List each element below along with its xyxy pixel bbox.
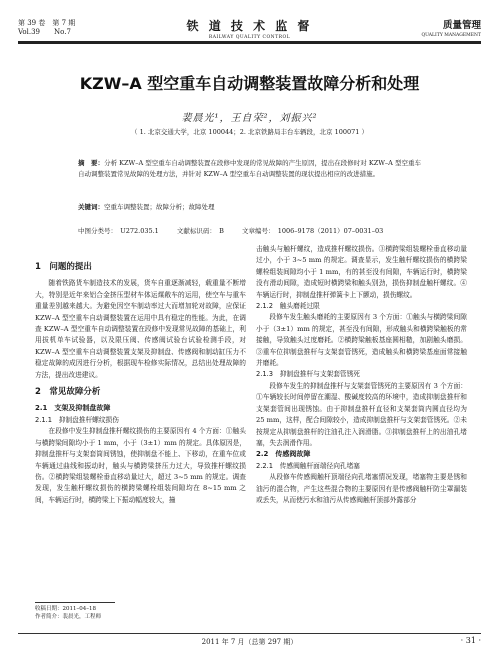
document-code: 文献标识码： B: [176, 227, 224, 235]
right-column: [256, 244, 467, 506]
section-name: [421, 17, 481, 38]
keywords: [78, 202, 421, 213]
footnote: [35, 605, 246, 621]
abstract-text: 分析 KZW–A 型空重车自动调整装置在段修中发现的常见故障的产生原因，提出在段修时对 KZW–A 型空重车自动调整装置常见故障的处理方法，并针对 KZW–A 型空重车自动调整装置的现状提出相应的改进措施。: [78, 159, 421, 178]
author-list: 裴晨光¹，王自荣²，刘振兴²: [181, 113, 318, 124]
section-2-1-2-paragraph: 段修车发生触头磨耗的主要原因有 3 个方面：①触头与横跨梁间隙小于（3±1）mm 的规定，甚至没有间隙，形成触头和横跨梁触板的常接触，导致触头过度磨耗。②横跨梁触板基座圆相糙，加剧触头磨损。③重车位抑制盘推杆与支架套管锈死，造成触头和横跨梁基座面常接触并磨耗。: [256, 313, 467, 368]
abstract: [78, 158, 421, 180]
received-date: 收稿日期：2011–04–18: [35, 606, 96, 612]
section-2-1-heading: 2.1 支架及抑制盘故障: [35, 404, 111, 413]
section-2-1-2-heading: 2.1.2 触头磨耗过限: [256, 302, 320, 311]
footnote-rule: [35, 602, 115, 603]
section-2-2-heading: 2.2 传感阀故障: [256, 450, 311, 459]
classification-line: [78, 226, 439, 236]
article-number: 文章编号： 1006–9178（2011）07–0031–03: [242, 227, 384, 235]
section-en: QUALITY MANAGEMENT: [421, 33, 481, 38]
left-column: [35, 256, 246, 506]
section-2-heading: 2 常见故障分析: [35, 387, 101, 398]
section-cn: 质量管理: [442, 20, 481, 31]
author-bio: 作者简介：裴晨光，工程师: [35, 614, 102, 620]
section-2-2-1-paragraph: 从段修车传感阀触杆顶端径向孔堵塞情况发现，堵塞物主要是锈和油污的混合物，产生这些混合物的主要原因有是传感阀触杆防尘罩漏装或丢失，从而使污水和油污从传感阀触杆顶部外露部分: [256, 473, 467, 504]
abstract-label: 摘 要：: [78, 159, 105, 167]
running-header: [18, 0, 481, 50]
keywords-label: 关键词：: [78, 203, 104, 211]
affiliation: （ 1. 北京交通大学，北京 100044；2. 北京铁路局丰台车辆段，北京 100071 ）: [131, 128, 368, 136]
journal-name: [18, 17, 481, 40]
section-2-1-1-heading: 2.1.1 抑制盘推杆螺纹损伤: [35, 415, 119, 424]
issue-cn: 第 39 卷 第 7 期: [18, 19, 76, 27]
header-rule: [18, 41, 481, 44]
clc-number: 中图分类号： U272.035.1: [78, 227, 159, 235]
footer-rule: [18, 633, 481, 634]
journal-title-cn: 铁 道 技 术 监 督: [186, 19, 313, 33]
keywords-text: 空重车调整装置；故障分析；故障处理: [104, 203, 215, 211]
section-2-2-1-heading: 2.2.1 传感阀触杆面端径向孔堵塞: [256, 461, 360, 470]
issue-en: Vol.39 No.7: [18, 28, 71, 36]
section-2-1-1-paragraph: 在段修中发生抑制盘推杆螺纹损伤的主要原因有 4 个方面：①触头与横跨梁间隙均小于 1 mm，小于（3±1）mm 的规定。具体原因是，抑制盘推杆与支架套筒间锈蚀，使抑制盘不能上、下移动，在重车位或车辆通过曲线和振动时，触头与横跨梁挤压力过大，导致推杆螺纹损伤。②横跨梁组装螺栓垂直移动量过大，超过 3~5 mm 的规定。调查发现，发生触杆螺纹损伤的横跨梁螺栓组装间隙均在 8~15 mm 之间，车辆运行时，横跨梁上下振动幅度较大，撞: [35, 427, 246, 504]
continued-paragraph: 击触头与触杆螺纹，造成推杆螺纹损伤。③横跨梁组装螺栓垂直移动量过小，小于 3~5 mm 的规定。调查显示，发生触杆螺纹损伤的横跨梁螺栓组装间隙均小于 1 mm，有的甚至没有间隙，车辆运行时，横跨梁没有滑动间隙，造成短时横跨梁和触头别劲，损伤抑制盘触杆螺纹。④车辆运行时，抑制盘推杆弹簧卡上下颤动，损伤螺纹。: [256, 245, 467, 299]
article-title: KZW–A 型空重车自动调整装置故障分析和处理: [79, 74, 420, 93]
section-1-paragraph: 随着铁路货车制造技术的发展，货车自重逐渐减轻，载重量不断增大，特别是近年来铝合金挤压型材车体运煤敞车的运用，使空车与重车重量差别越来越大。为避免因空车制动率过大而增加轮对故障，应保证 KZW–A 型空重车自动调整装置在运用中具有稳定的性能。为此，在调查 KZW–A 型空重车自动调整装置在段修中发现常见故障的基础上，利用拔机单车试验器，以及限压阀、传感阀试验台试验检测手段，对 KZW–A 型空重车自动调整装置支架及抑制盘、传感阀和制动缸压力不稳定故障的成因进行分析，根据现车检修实际情况，总结出处理故障的方法，提出改进建议。: [35, 279, 246, 379]
journal-title-en: RAILWAY QUALITY CONTROL: [208, 35, 291, 40]
section-2-1-3-heading: 2.1.3 抑制盘推杆与支架套管锈死: [256, 370, 360, 379]
page-number: · 31 ·: [460, 636, 481, 645]
section-1-heading: 1 问题的提出: [35, 262, 92, 272]
section-2-1-3-paragraph: 段修车发生的抑制盘推杆与支架套管锈死的主要原因有 3 个方面：①车辆较长时间停留在潮湿、酸碱度较高的环境中，造成抑制盘推杆和支架套管间出现锈蚀。由于抑制盘推杆直径和支架套筒内圆直径均为 25 mm，这样，配合间隙较小，造成抑制盘推杆与支架套管锈死。②未按规定从抑制盘推杆的注油孔注入润滑脂。③抑制盘推杆上的出油孔堵塞，失去润滑作用。: [256, 381, 467, 447]
footer-date: 2011 年 7 月（总第 297 期）: [201, 638, 298, 646]
